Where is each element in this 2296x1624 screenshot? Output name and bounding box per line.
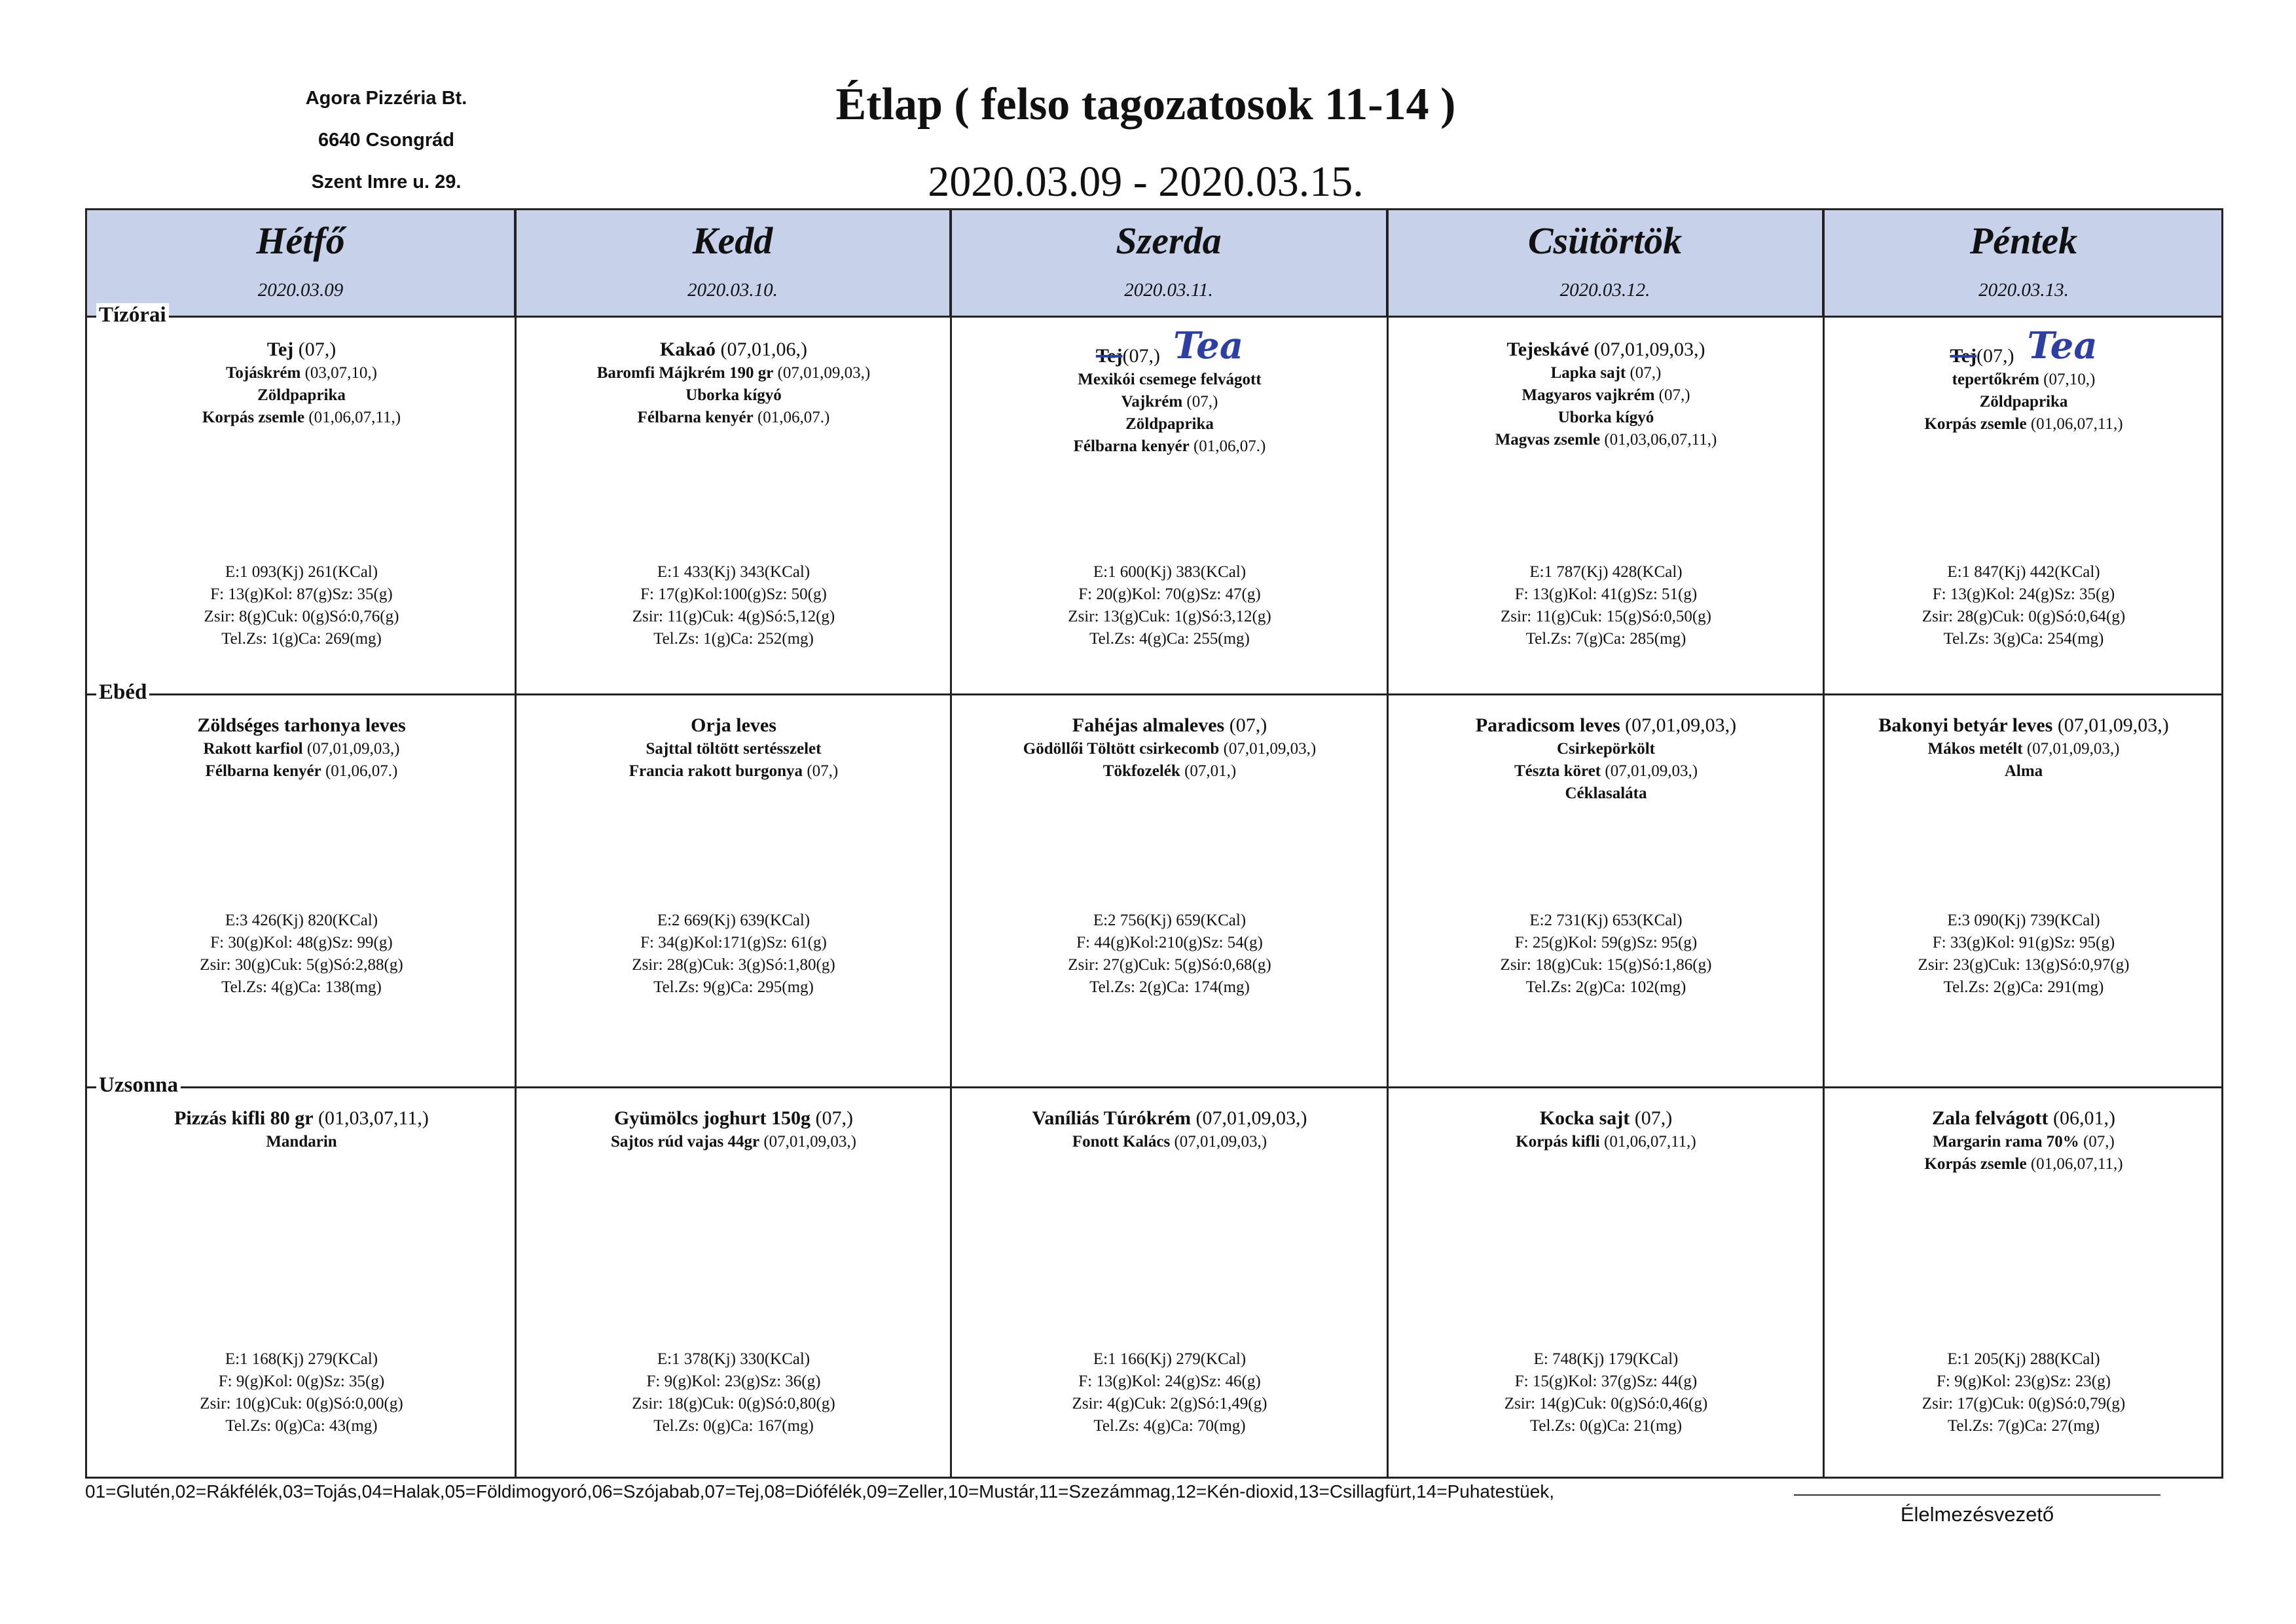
food-name: Korpás zsemle — [1924, 415, 2027, 433]
food-item — [957, 1106, 1383, 1131]
food-name: Zöldpaprika — [1125, 415, 1214, 433]
food-item — [957, 324, 1383, 369]
nutrition-line: F: 20(g)Kol: 70(g)Sz: 47(g) — [1078, 585, 1261, 603]
food-name: Baromfi Májkrém 190 gr — [596, 364, 774, 382]
food-item — [521, 407, 946, 429]
nutrition-line: E:2 756(Kj) 659(KCal) — [1093, 912, 1247, 929]
food-name: Uborka kígyó — [685, 386, 782, 404]
food-name: Vajkrém — [1121, 393, 1183, 411]
food-name: Kakaó — [659, 339, 716, 360]
food-item — [957, 369, 1383, 391]
allergen-codes: (07,) — [1976, 345, 2014, 367]
menu-cell-lunch — [1824, 695, 2223, 1088]
nutrition-line: E: 748(Kj) 179(KCal) — [1533, 1350, 1679, 1368]
day-header — [87, 210, 516, 318]
food-name: Csirkepörkölt — [1557, 740, 1655, 758]
day-name: Csütörtök — [1527, 219, 1683, 262]
food-item — [1829, 738, 2218, 760]
menu-cell-morning — [1388, 318, 1824, 695]
day-date: 2020.03.10. — [687, 280, 778, 301]
day-header — [516, 210, 951, 318]
menu-cell-afternoon — [1388, 1088, 1824, 1479]
food-name: Korpás zsemle — [202, 409, 305, 426]
food-name: Fonott Kalács — [1072, 1133, 1171, 1151]
food-name: Tej — [1095, 345, 1123, 367]
nutrition-line: F: 13(g)Kol: 24(g)Sz: 46(g) — [1078, 1373, 1261, 1390]
day-date: 2020.03.11. — [1124, 280, 1213, 301]
nutrition-line: E:2 731(Kj) 653(KCal) — [1529, 912, 1683, 929]
food-item — [92, 337, 511, 362]
allergen-codes: (07,01,09,03,) — [2052, 714, 2169, 736]
allergen-codes: (01,03,07,11,) — [313, 1107, 429, 1129]
day-name: Hétfő — [256, 219, 345, 262]
food-item — [1829, 1153, 2218, 1175]
menu-cell-afternoon — [1824, 1088, 2223, 1479]
allergen-codes: (03,07,10,) — [301, 364, 377, 382]
food-item — [957, 713, 1383, 738]
nutrition-line: Zsir: 18(g)Cuk: 0(g)Só:0,80(g) — [632, 1395, 835, 1412]
allergen-codes: (01,06,07.) — [753, 409, 830, 426]
nutrition-line: F: 9(g)Kol: 0(g)Sz: 35(g) — [218, 1373, 385, 1390]
nutrition-info — [1388, 910, 1824, 999]
day-date: 2020.03.13. — [1978, 280, 2069, 301]
food-name: Gödöllői Töltött csirkecomb — [1023, 740, 1220, 758]
nutrition-line: Tel.Zs: 2(g)Ca: 291(mg) — [1943, 978, 2104, 996]
nutrition-line: Tel.Zs: 4(g)Ca: 70(mg) — [1093, 1417, 1246, 1435]
nutrition-line: F: 9(g)Kol: 23(g)Sz: 23(g) — [1937, 1373, 2111, 1390]
allergen-codes: (07,01,09,03,) — [302, 740, 400, 758]
nutrition-line: Tel.Zs: 9(g)Ca: 295(mg) — [653, 978, 814, 996]
food-name: Magvas zsemle — [1495, 431, 1601, 449]
menu-cell-lunch — [951, 695, 1388, 1088]
nutrition-line: Tel.Zs: 0(g)Ca: 43(mg) — [225, 1417, 378, 1435]
food-item — [1829, 369, 2218, 391]
allergen-codes: (07,01,09,03,) — [1170, 1133, 1267, 1151]
allergen-codes: (07,01,09,03,) — [1589, 339, 1705, 360]
menu-cell-afternoon — [516, 1088, 951, 1479]
food-item — [1393, 1131, 1819, 1153]
nutrition-line: E:2 669(Kj) 639(KCal) — [657, 912, 811, 929]
menu-cell-afternoon — [87, 1088, 516, 1479]
company-city: 6640 Csongrád — [318, 130, 454, 151]
food-item — [521, 738, 946, 760]
food-name: Tejeskávé — [1506, 339, 1590, 360]
food-name: Céklasaláta — [1565, 784, 1647, 802]
nutrition-line: F: 44(g)Kol:210(g)Sz: 54(g) — [1076, 934, 1263, 951]
food-item — [92, 1131, 511, 1153]
nutrition-line: F: 30(g)Kol: 48(g)Sz: 99(g) — [210, 934, 393, 951]
food-name: Félbarna kenyér — [637, 409, 754, 426]
food-name: Alma — [2004, 762, 2043, 780]
allergen-codes: (07,01,09,03,) — [1601, 762, 1698, 780]
nutrition-line: Zsir: 13(g)Cuk: 1(g)Só:3,12(g) — [1068, 608, 1271, 625]
handwritten-note: Tea — [1173, 324, 1244, 367]
food-item — [1829, 1106, 2218, 1131]
allergen-codes: (07,01,09,03,) — [759, 1133, 856, 1151]
food-name: Pizzás kifli 80 gr — [174, 1107, 314, 1129]
allergen-codes: (07,01,) — [1180, 762, 1237, 780]
food-name: Tej — [1950, 345, 1977, 367]
meal-label-lunch: Ebéd — [96, 680, 149, 705]
food-item — [1829, 713, 2218, 738]
nutrition-line: Zsir: 8(g)Cuk: 0(g)Só:0,76(g) — [204, 608, 399, 625]
nutrition-line: Tel.Zs: 7(g)Ca: 27(mg) — [1947, 1417, 2100, 1435]
nutrition-line: E:3 426(Kj) 820(KCal) — [225, 912, 378, 929]
allergen-codes: (07,) — [1122, 345, 1160, 367]
nutrition-line: F: 17(g)Kol:100(g)Sz: 50(g) — [640, 585, 827, 603]
nutrition-info — [1388, 561, 1824, 650]
food-name: Mandarin — [266, 1133, 337, 1151]
food-item — [92, 738, 511, 760]
nutrition-info — [951, 1348, 1388, 1437]
food-item — [1829, 760, 2218, 783]
food-item — [1393, 337, 1819, 362]
allergen-codes: (07,) — [1182, 393, 1218, 411]
day-name: Péntek — [1969, 219, 2078, 262]
food-name: Mákos metélt — [1927, 740, 2023, 758]
allergen-legend: 01=Glutén,02=Rákfélék,03=Tojás,04=Halak,05=Földimogyoró,06=Szójabab,07=Tej,08=Diófélék,09=Zeller,10=Mustár,11=Szezámmag,12=Kén-dioxid,13=Csillagfürt,14=Puhatestüek, — [85, 1481, 1555, 1502]
allergen-codes: (07,) — [2079, 1133, 2115, 1151]
food-name: Tojáskrém — [225, 364, 301, 382]
food-name: Kocka sajt — [1539, 1107, 1630, 1129]
nutrition-line: E:1 787(Kj) 428(KCal) — [1529, 563, 1683, 581]
nutrition-info — [951, 561, 1388, 650]
nutrition-line: Tel.Zs: 0(g)Ca: 21(mg) — [1529, 1417, 1683, 1435]
nutrition-line: F: 13(g)Kol: 41(g)Sz: 51(g) — [1514, 585, 1698, 603]
allergen-codes: (07,) — [1224, 714, 1267, 736]
food-item — [957, 413, 1383, 435]
food-item — [521, 760, 946, 783]
food-item — [521, 713, 946, 738]
nutrition-line: E:3 090(Kj) 739(KCal) — [1947, 912, 2100, 929]
allergen-codes: (07,01,09,03,) — [773, 364, 871, 382]
nutrition-line: Tel.Zs: 2(g)Ca: 102(mg) — [1525, 978, 1686, 996]
food-name: Zöldséges tarhonya leves — [197, 714, 406, 736]
allergen-codes: (07,01,09,03,) — [1219, 740, 1317, 758]
nutrition-line: F: 33(g)Kol: 91(g)Sz: 95(g) — [1932, 934, 2115, 951]
food-item — [1393, 783, 1819, 805]
menu-cell-morning — [1824, 318, 2223, 695]
company-name: Agora Pizzéria Bt. — [305, 88, 467, 109]
nutrition-info — [1824, 561, 2223, 650]
food-name: Zöldpaprika — [257, 386, 346, 404]
food-item — [521, 384, 946, 407]
meal-label-afternoon: Uzsonna — [96, 1073, 181, 1098]
nutrition-line: Tel.Zs: 3(g)Ca: 254(mg) — [1943, 630, 2104, 648]
nutrition-line: F: 15(g)Kol: 37(g)Sz: 44(g) — [1514, 1373, 1698, 1390]
nutrition-line: Zsir: 4(g)Cuk: 2(g)Só:1,49(g) — [1072, 1395, 1267, 1412]
food-name: Bakonyi betyár leves — [1878, 714, 2053, 736]
food-name: Orja leves — [691, 714, 776, 736]
food-item — [957, 435, 1383, 458]
food-name: Lapka sajt — [1550, 364, 1626, 382]
nutrition-info — [951, 910, 1388, 999]
allergen-codes: (01,06,07,11,) — [2026, 1155, 2123, 1173]
allergen-codes: (06,01,) — [2048, 1107, 2115, 1129]
food-item — [1393, 760, 1819, 783]
menu-cell-lunch — [87, 695, 516, 1088]
nutrition-line: F: 13(g)Kol: 87(g)Sz: 35(g) — [210, 585, 393, 603]
allergen-codes: (01,03,06,07,11,) — [1600, 431, 1717, 449]
food-item — [521, 1131, 946, 1153]
food-item — [521, 337, 946, 362]
food-item — [92, 1106, 511, 1131]
food-name: Tészta köret — [1514, 762, 1601, 780]
food-item — [957, 760, 1383, 783]
allergen-codes: (07,) — [293, 339, 337, 360]
nutrition-line: E:1 847(Kj) 442(KCal) — [1947, 563, 2100, 581]
page-title: Étlap ( felso tagozatosok 11-14 ) — [835, 79, 1456, 130]
nutrition-info — [1824, 910, 2223, 999]
food-name: Korpás kifli — [1516, 1133, 1600, 1151]
food-name: Gyümölcs joghurt 150g — [614, 1107, 811, 1129]
food-item — [92, 362, 511, 384]
day-header — [951, 210, 1388, 318]
allergen-codes: (01,06,07.) — [1189, 437, 1266, 455]
allergen-codes: (07,) — [1654, 386, 1690, 404]
menu-cell-lunch — [1388, 695, 1824, 1088]
food-name: Félbarna kenyér — [1073, 437, 1190, 455]
food-name: Félbarna kenyér — [205, 762, 321, 780]
nutrition-info — [516, 561, 951, 650]
nutrition-info — [87, 1348, 516, 1437]
food-name: Francia rakott burgonya — [629, 762, 803, 780]
day-name: Kedd — [692, 219, 773, 262]
food-item — [1393, 738, 1819, 760]
food-name: Korpás zsemle — [1924, 1155, 2027, 1173]
food-item — [957, 1131, 1383, 1153]
day-header — [1824, 210, 2223, 318]
nutrition-line: Zsir: 11(g)Cuk: 15(g)Só:0,50(g) — [1501, 608, 1711, 625]
nutrition-line: E:1 166(Kj) 279(KCal) — [1093, 1350, 1247, 1368]
handwritten-note: Tea — [2027, 324, 2098, 367]
day-header — [1388, 210, 1824, 318]
food-item — [521, 1106, 946, 1131]
food-item — [1829, 413, 2218, 435]
food-item — [521, 362, 946, 384]
menu-cell-lunch — [516, 695, 951, 1088]
food-name: Uborka kígyó — [1558, 409, 1654, 426]
food-item — [1393, 384, 1819, 407]
allergen-codes: (01,06,07,11,) — [304, 409, 401, 426]
food-item — [92, 713, 511, 738]
food-item — [1829, 1131, 2218, 1153]
food-item — [1393, 407, 1819, 429]
food-name: Sajttal töltött sertésszelet — [646, 740, 822, 758]
food-name: Mexikói csemege felvágott — [1078, 371, 1262, 388]
menu-cell-morning — [87, 318, 516, 695]
nutrition-line: Tel.Zs: 4(g)Ca: 138(mg) — [221, 978, 382, 996]
nutrition-line: Zsir: 10(g)Cuk: 0(g)Só:0,00(g) — [200, 1395, 403, 1412]
nutrition-info — [1388, 1348, 1824, 1437]
nutrition-line: Zsir: 28(g)Cuk: 0(g)Só:0,64(g) — [1922, 608, 2126, 625]
nutrition-line: E:1 378(Kj) 330(KCal) — [657, 1350, 811, 1368]
nutrition-line: Zsir: 30(g)Cuk: 5(g)Só:2,88(g) — [200, 956, 403, 974]
food-item — [92, 384, 511, 407]
nutrition-line: Tel.Zs: 0(g)Ca: 167(mg) — [653, 1417, 814, 1435]
nutrition-line: E:1 205(Kj) 288(KCal) — [1947, 1350, 2100, 1368]
food-name: Rakott karfiol — [203, 740, 303, 758]
food-name: Tej — [266, 339, 294, 360]
signature-line — [1794, 1494, 2160, 1496]
nutrition-info — [1824, 1348, 2223, 1437]
nutrition-line: F: 25(g)Kol: 59(g)Sz: 95(g) — [1514, 934, 1698, 951]
day-name: Szerda — [1116, 219, 1222, 262]
menu-cell-afternoon — [951, 1088, 1388, 1479]
allergen-codes: (01,06,07,11,) — [1599, 1133, 1696, 1151]
food-name: Tökfozelék — [1102, 762, 1180, 780]
allergen-codes: (01,06,07.) — [321, 762, 398, 780]
menu-cell-morning — [951, 318, 1388, 695]
allergen-codes: (07,01,06,) — [716, 339, 807, 360]
nutrition-line: Tel.Zs: 4(g)Ca: 255(mg) — [1089, 630, 1250, 648]
nutrition-line: Zsir: 27(g)Cuk: 5(g)Só:0,68(g) — [1068, 956, 1271, 974]
day-date: 2020.03.09 — [257, 280, 344, 301]
nutrition-line: F: 13(g)Kol: 24(g)Sz: 35(g) — [1932, 585, 2115, 603]
date-range: 2020.03.09 - 2020.03.15. — [928, 158, 1364, 206]
food-name: Fahéjas almaleves — [1072, 714, 1225, 736]
nutrition-line: Zsir: 11(g)Cuk: 4(g)Só:5,12(g) — [632, 608, 835, 625]
nutrition-line: F: 9(g)Kol: 23(g)Sz: 36(g) — [646, 1373, 821, 1390]
menu-table — [85, 208, 2223, 1479]
food-name: Zala felvágott — [1932, 1107, 2049, 1129]
nutrition-line: Zsir: 18(g)Cuk: 15(g)Só:1,86(g) — [1500, 956, 1712, 974]
allergen-codes: (07,01,09,03,) — [2022, 740, 2120, 758]
allergen-codes: (07,01,09,03,) — [1620, 714, 1737, 736]
allergen-codes: (07,10,) — [2039, 371, 2096, 388]
nutrition-info — [87, 910, 516, 999]
nutrition-line: Tel.Zs: 1(g)Ca: 269(mg) — [221, 630, 382, 648]
food-name: Sajtos rúd vajas 44gr — [611, 1133, 760, 1151]
allergen-codes: (07,) — [1626, 364, 1662, 382]
allergen-codes: (07,) — [811, 1107, 853, 1129]
day-date: 2020.03.12. — [1559, 280, 1650, 301]
nutrition-line: Zsir: 14(g)Cuk: 0(g)Só:0,46(g) — [1504, 1395, 1708, 1412]
nutrition-line: Zsir: 28(g)Cuk: 3(g)Só:1,80(g) — [632, 956, 835, 974]
company-info — [249, 77, 524, 203]
nutrition-line: Tel.Zs: 2(g)Ca: 174(mg) — [1089, 978, 1250, 996]
allergen-codes: (07,01,09,03,) — [1191, 1107, 1307, 1129]
food-item — [1393, 362, 1819, 384]
food-item — [1829, 391, 2218, 413]
food-item — [92, 407, 511, 429]
food-item — [1393, 713, 1819, 738]
signature-label: Élelmezésvezető — [1900, 1503, 2054, 1526]
food-item — [1393, 429, 1819, 451]
nutrition-line: Tel.Zs: 1(g)Ca: 252(mg) — [653, 630, 814, 648]
food-item — [1393, 1106, 1819, 1131]
menu-cell-morning — [516, 318, 951, 695]
food-name: Margarin rama 70% — [1933, 1133, 2079, 1151]
food-name: Zöldpaprika — [1979, 393, 2068, 411]
food-item — [957, 391, 1383, 413]
food-name: Paradicsom leves — [1475, 714, 1620, 736]
day-header-row — [87, 210, 2221, 318]
nutrition-line: Zsir: 23(g)Cuk: 13(g)Só:0,97(g) — [1918, 956, 2130, 974]
food-item — [92, 760, 511, 783]
nutrition-line: F: 34(g)Kol:171(g)Sz: 61(g) — [640, 934, 827, 951]
food-name: Vaníliás Túrókrém — [1032, 1107, 1192, 1129]
allergen-codes: (07,) — [803, 762, 839, 780]
food-name: Magyaros vajkrém — [1522, 386, 1655, 404]
meal-label-morning: Tízórai — [96, 303, 169, 327]
food-name: tepertőkrém — [1952, 371, 2039, 388]
nutrition-line: E:1 093(Kj) 261(KCal) — [225, 563, 378, 581]
nutrition-line: Zsir: 17(g)Cuk: 0(g)Só:0,79(g) — [1922, 1395, 2126, 1412]
nutrition-info — [87, 561, 516, 650]
allergen-codes: (01,06,07,11,) — [2026, 415, 2123, 433]
nutrition-info — [516, 1348, 951, 1437]
nutrition-info — [516, 910, 951, 999]
nutrition-line: E:1 433(Kj) 343(KCal) — [657, 563, 811, 581]
nutrition-line: Tel.Zs: 7(g)Ca: 285(mg) — [1525, 630, 1686, 648]
food-item — [957, 738, 1383, 760]
company-street: Szent Imre u. 29. — [311, 172, 462, 193]
nutrition-line: E:1 600(Kj) 383(KCal) — [1093, 563, 1247, 581]
food-item — [1829, 324, 2218, 369]
nutrition-line: E:1 168(Kj) 279(KCal) — [225, 1350, 378, 1368]
allergen-codes: (07,) — [1630, 1107, 1673, 1129]
